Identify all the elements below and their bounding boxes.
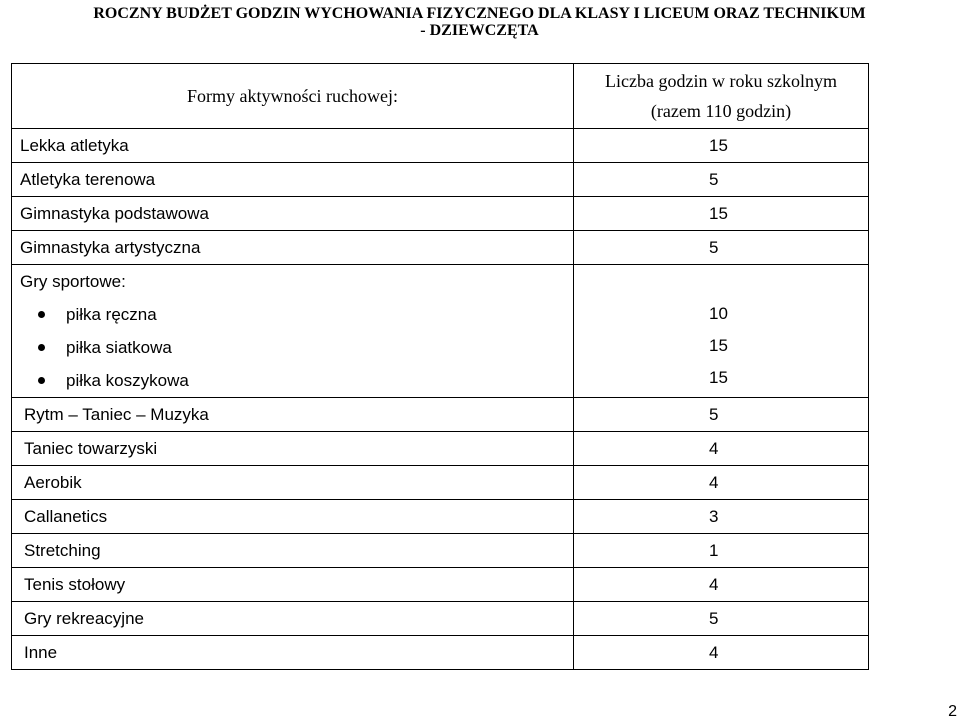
- table-row: [12, 197, 869, 231]
- header-colon: :: [392, 85, 398, 106]
- bullet-icon: [38, 377, 45, 384]
- activity-name: Atletyka terenowa: [12, 163, 574, 197]
- activity-hours: 15: [574, 197, 869, 231]
- sport-name: piłka ręczna: [66, 305, 157, 324]
- list-item: [20, 331, 573, 364]
- sport-hours: 15: [709, 368, 728, 387]
- activity-hours: 5: [574, 398, 869, 432]
- activity-hours: 15: [574, 129, 869, 163]
- document-title: ROCZNY BUDŻET GODZIN WYCHOWANIA FIZYCZNEGO DLA KLASY I LICEUM ORAZ TECHNIKUM: [93, 5, 866, 22]
- sports-games-title: Gry sportowe:: [20, 272, 126, 291]
- activity-hours: 1: [574, 534, 869, 568]
- activity-name: Inne: [12, 636, 574, 670]
- header-hours: [574, 64, 869, 129]
- activity-name: Stretching: [12, 534, 574, 568]
- document-subtitle: - DZIEWCZĘTA: [420, 22, 539, 39]
- table-row: [12, 398, 869, 432]
- sports-games-values: [709, 265, 868, 394]
- activity-hours: 5: [574, 231, 869, 265]
- table-row: [12, 231, 869, 265]
- table-row: [12, 500, 869, 534]
- sport-hours: 10: [709, 304, 728, 323]
- table-row: [12, 163, 869, 197]
- header-activity-forms-label: Formy aktywności ruchowej: [187, 85, 393, 106]
- table-row: [12, 568, 869, 602]
- activity-name: Gimnastyka artystyczna: [12, 231, 574, 265]
- table-row-sports-games: [12, 265, 869, 398]
- sports-games-cell: [12, 265, 574, 398]
- table-row: [12, 432, 869, 466]
- activity-hours: 4: [574, 466, 869, 500]
- activity-hours: 4: [574, 636, 869, 670]
- table-row: [12, 534, 869, 568]
- sport-hours: 15: [709, 336, 728, 355]
- activity-hours: 5: [574, 163, 869, 197]
- bullet-icon: [38, 311, 45, 318]
- table-row: [12, 466, 869, 500]
- activity-name: Rytm – Taniec – Muzyka: [12, 398, 574, 432]
- header-hours-line2: (razem 110 godzin): [650, 101, 792, 121]
- header-activity-forms: [12, 64, 574, 129]
- activity-hours: 3: [574, 500, 869, 534]
- activity-hours: 5: [574, 602, 869, 636]
- activity-hours: 4: [574, 568, 869, 602]
- activity-name: Gry rekreacyjne: [12, 602, 574, 636]
- activity-name: Gimnastyka podstawowa: [12, 197, 574, 231]
- table-header-row: [12, 64, 869, 129]
- page-number: 2: [948, 703, 957, 720]
- table-row: [12, 636, 869, 670]
- table-row: [12, 129, 869, 163]
- list-item: [20, 364, 573, 397]
- table-row: [12, 602, 869, 636]
- sports-games-list: [20, 298, 573, 397]
- list-item: [20, 298, 573, 331]
- hours-budget-table: [11, 63, 869, 670]
- sports-games-hours: [574, 265, 869, 398]
- activity-name: Lekka atletyka: [12, 129, 574, 163]
- sport-name: piłka koszykowa: [66, 371, 189, 390]
- sport-name: piłka siatkowa: [66, 338, 172, 357]
- activity-name: Taniec towarzyski: [12, 432, 574, 466]
- bullet-icon: [38, 344, 45, 351]
- activity-hours: 4: [574, 432, 869, 466]
- activity-name: Aerobik: [12, 466, 574, 500]
- header-hours-line1: Liczba godzin w roku szkolnym: [605, 71, 837, 91]
- activity-name: Tenis stołowy: [12, 568, 574, 602]
- activity-name: Callanetics: [12, 500, 574, 534]
